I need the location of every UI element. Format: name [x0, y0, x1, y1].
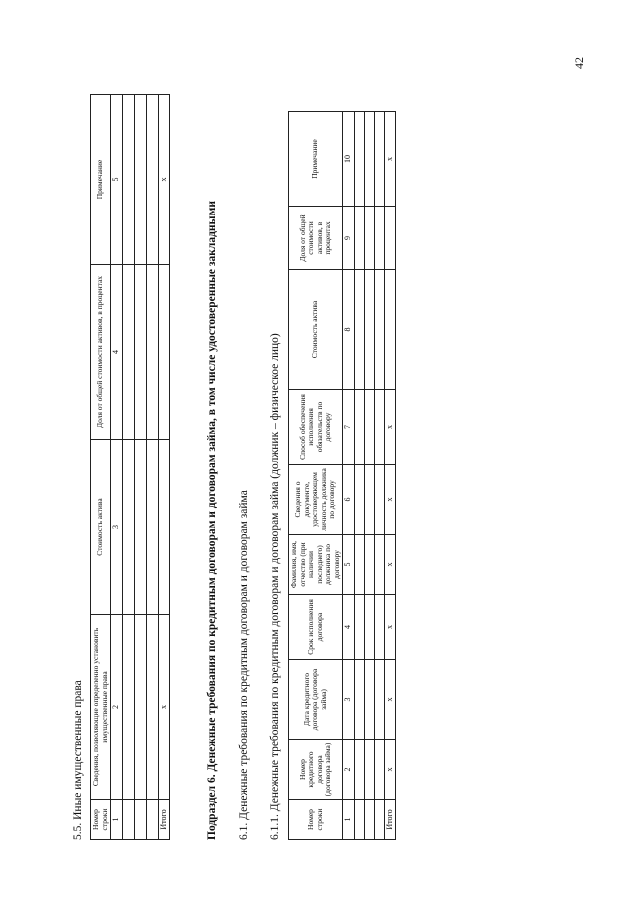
table-5-5 [90, 94, 170, 840]
header-cell: Способ обеспечения исполнения обязательств по договору [289, 390, 343, 465]
table-row [374, 112, 384, 840]
column-number: 6 [343, 465, 355, 535]
section-5-5-title: 5.5. Иные имущественные права [72, 680, 84, 840]
subsection-6-1-1-title: 6.1.1. Денежные требования по кредитным договорам и договорам займа (должник – физическое лицо) [269, 333, 281, 840]
column-number: 1 [111, 800, 123, 840]
header-cell: Срок исполнения договора [289, 595, 343, 660]
column-number: 3 [343, 660, 355, 740]
header-cell: Номер строки [289, 800, 343, 840]
table-row [134, 95, 146, 840]
header-cell: Доля от общей стоимости активов, в процентах [91, 265, 111, 440]
column-number: 9 [343, 207, 355, 270]
total-cell: x [158, 95, 170, 265]
total-cell: x [384, 112, 396, 207]
header-cell: Стоимость актива [91, 440, 111, 615]
column-number: 1 [343, 800, 355, 840]
total-cell [158, 265, 170, 440]
column-number: 2 [111, 615, 123, 800]
header-cell: Стоимость актива [289, 270, 343, 390]
column-number: 5 [343, 535, 355, 595]
total-cell: x [384, 390, 396, 465]
header-cell: Доля от общей стоимости активов, в процентах [289, 207, 343, 270]
table-row [354, 112, 364, 840]
column-number: 3 [111, 440, 123, 615]
total-label: Итого [158, 800, 170, 840]
total-cell [158, 440, 170, 615]
table-row [122, 95, 134, 840]
table-6-1-1 [288, 111, 396, 840]
column-number: 10 [343, 112, 355, 207]
page-number: 42 [572, 57, 586, 69]
total-cell: x [384, 465, 396, 535]
header-cell: Номер строки [91, 800, 111, 840]
total-cell: x [384, 535, 396, 595]
total-cell: x [158, 615, 170, 800]
table-row [146, 95, 158, 840]
header-cell: Дата кредитного договора (договора займа) [289, 660, 343, 740]
table-row [364, 112, 374, 840]
total-cell [384, 207, 396, 270]
header-cell: Номер кредитного договора (договора займа) [289, 740, 343, 800]
header-cell: Сведения, позволяющие определенно установить имущественные права [91, 615, 111, 800]
total-cell: x [384, 740, 396, 800]
column-number: 2 [343, 740, 355, 800]
column-number: 4 [343, 595, 355, 660]
column-number: 5 [111, 95, 123, 265]
column-number: 7 [343, 390, 355, 465]
subsection-6-title: Подраздел 6. Денежные требования по кредитным договорам и договорам займа, в том числе удостоверенные закладными [206, 201, 218, 840]
header-cell: Примечание [91, 95, 111, 265]
total-cell [384, 270, 396, 390]
total-cell: x [384, 595, 396, 660]
column-number: 8 [343, 270, 355, 390]
column-number: 4 [111, 265, 123, 440]
rotated-content [60, 70, 405, 840]
total-cell: x [384, 660, 396, 740]
subsection-6-1-title: 6.1. Денежные требования по кредитным договорам и договорам займа [238, 490, 250, 840]
total-label: Итого [384, 800, 396, 840]
header-cell: Фамилия, имя, отчество (при наличии последнего) должника по договору [289, 535, 343, 595]
header-cell: Примечание [289, 112, 343, 207]
header-cell: Сведения о документе, удостоверяющем личность должника по договору [289, 465, 343, 535]
